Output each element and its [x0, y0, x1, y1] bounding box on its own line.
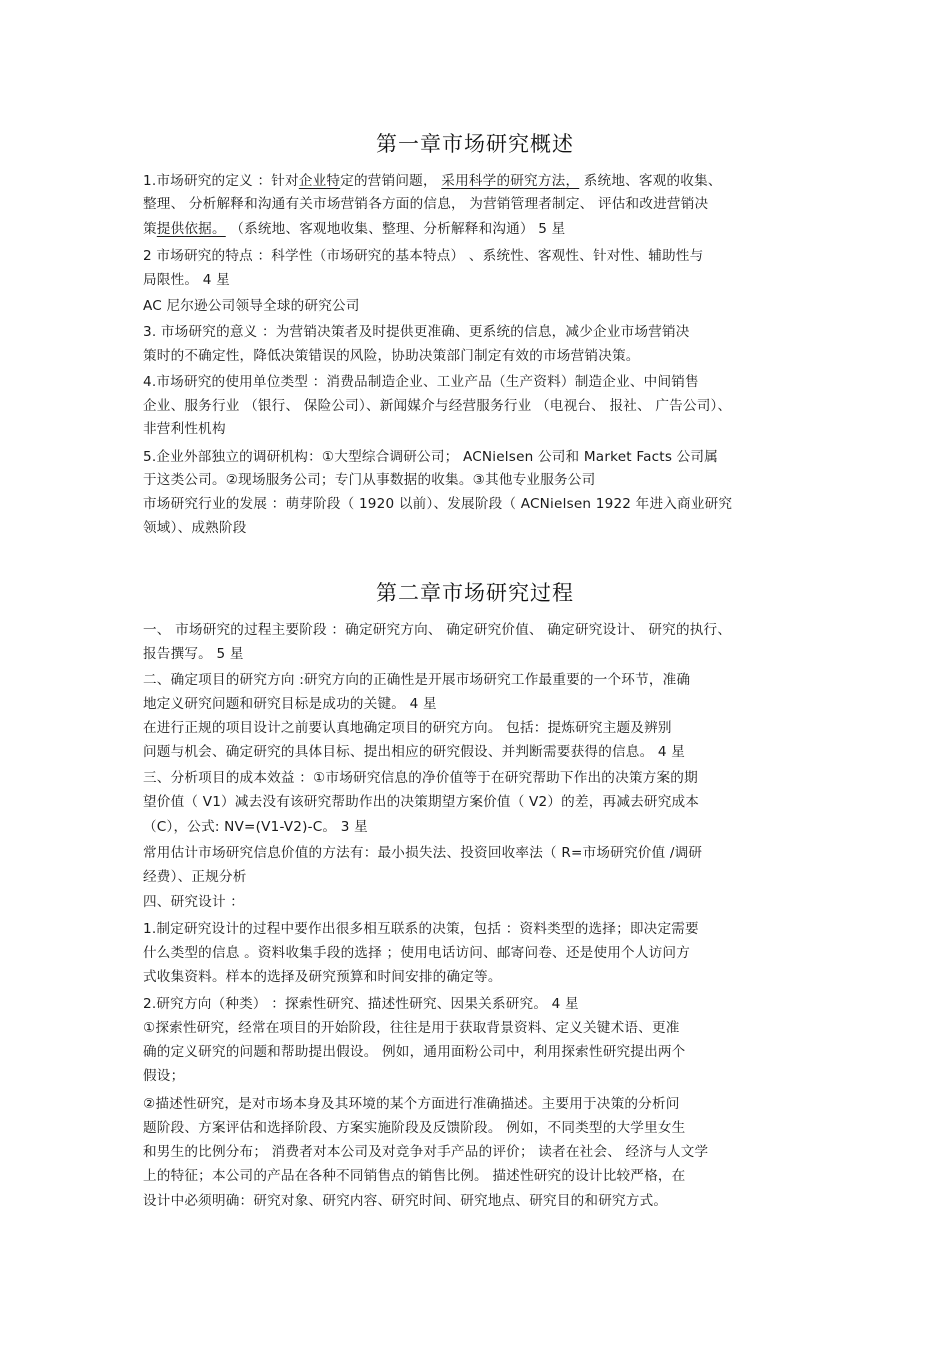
line-text: 于这类公司。②现场服务公司；专门从事数据的收集。③其他专业服务公司	[143, 472, 596, 488]
line-text: 三、分析项目的成本效益 ：①市场研究信息的净价值等于在研究帮助下作出的决策方案的期	[143, 770, 698, 786]
chapter1-line	[143, 372, 699, 392]
chapter2-line	[143, 1042, 685, 1062]
line-text: 设计中必须明确：研究对象、研究内容、研究时间、研究地点、研究目的和研究方式。	[143, 1193, 668, 1209]
line-text: 2 市场研究的特点 ：科学性（市场研究的基本特点） 、系统性、客观性、针对性、辅助性与	[143, 248, 704, 264]
line-text: 一、 市场研究的过程主要阶段 ：确定研究方向、 确定研究价值、 确定研究设计、 研究的执行、	[143, 622, 732, 638]
chapter2-line	[143, 1094, 680, 1114]
line-text: 5.企业外部独立的调研机构：①大型综合调研公司； ACNielsen 公司和 Market Facts 公司属	[143, 449, 719, 465]
chapter2-line	[143, 644, 244, 664]
line-text: 1.市场研究的定义 ：针对	[143, 173, 299, 189]
chapter2-line	[143, 843, 702, 863]
line-text: 假设；	[143, 1068, 185, 1084]
line-text: 非营利性机构	[143, 421, 226, 437]
line-text: AC 尼尔逊公司领导全球的研究公司	[143, 298, 360, 314]
chapter2-title: 第二章市场研究过程	[376, 581, 574, 605]
chapter2-line	[143, 967, 502, 987]
line-text: 系统地、客观的收集、	[579, 173, 722, 189]
underlined-text: 提供依据。	[156, 221, 226, 237]
chapter2-line	[143, 867, 247, 887]
line-text: 式收集资料。样本的选择及研究预算和时间安排的确定等。	[143, 969, 502, 985]
line-text: 什么类型的信息 。资料收集手段的选择 ；使用电话访问、邮寄问卷、还是使用个人访问方	[143, 945, 690, 961]
line-text: 局限性。 4 星	[143, 272, 230, 288]
line-text: 在进行正规的项目设计之前要认真地确定项目的研究方向。 包括：提炼研究主题及辨别	[143, 720, 672, 736]
chapter1-line	[143, 270, 230, 290]
line-text: 地定义研究问题和研究目标是成功的关键。 4 星	[143, 696, 437, 712]
line-text: 问题与机会、确定研究的具体目标、提出相应的研究假设、并判断需要获得的信息。 4 星	[143, 744, 686, 760]
line-text: （系统地、客观地收集、整理、分析解释和沟通） 5 星	[225, 221, 566, 237]
line-text: 二、确定项目的研究方向 :研究方向的正确性是开展市场研究工作最重要的一个环节，准确	[143, 672, 691, 688]
line-text: 策	[143, 221, 157, 237]
line-text: 定的营销问题，	[340, 173, 442, 189]
line-text: 报告撰写。 5 星	[143, 646, 244, 662]
chapter2-line	[143, 1142, 708, 1162]
line-text: 整理、 分析解释和沟通有关市场营销各方面的信息， 为营销管理者制定、 评估和改进营销决	[143, 196, 709, 212]
line-text: 四、研究设计 ：	[143, 894, 245, 910]
chapter1-line	[143, 322, 690, 342]
chapter2-line	[143, 1066, 184, 1086]
chapter2-line	[143, 718, 672, 738]
chapter2-line	[143, 817, 368, 837]
line-text: 上的特征；本公司的产品在各种不同销售点的销售比例。 描述性研究的设计比较严格，在	[143, 1168, 686, 1184]
chapter2-line	[143, 994, 579, 1014]
line-text: ①探索性研究，经常在项目的开始阶段，往往是用于获取背景资料、定义关键术语、更准	[143, 1020, 680, 1036]
chapter2-line	[143, 694, 437, 714]
chapter2-line	[143, 1118, 685, 1138]
line-text: 1.制定研究设计的过程中要作出很多相互联系的决策，包括 ：资料类型的选择；即决定需要	[143, 921, 699, 937]
chapter2-line	[143, 1191, 667, 1211]
line-text: 3. 市场研究的意义 ：为营销决策者及时提供更准确、更系统的信息，减少企业市场营销决	[143, 324, 690, 340]
chapter1-line	[143, 470, 595, 490]
line-text: 题阶段、方案评估和选择阶段、方案实施阶段及反馈阶段。 例如，不同类型的大学里女生	[143, 1120, 686, 1136]
chapter2-line	[143, 768, 698, 788]
chapter1-line	[143, 246, 703, 266]
chapter1-line	[143, 296, 360, 316]
line-text: 经费）、正规分析	[143, 869, 247, 885]
line-text: （C），公式: NV=(V1-V2)-C。 3 星	[143, 819, 368, 835]
line-text: 4.市场研究的使用单位类型 ：消费品制造企业、工业产品（生产资料）制造企业、中间销售	[143, 374, 699, 390]
line-text: 常用估计市场研究信息价值的方法有：最小损失法、投资回收率法（ R=市场研究价值 /调研	[143, 845, 703, 861]
line-text: 市场研究行业的发展 ：萌芽阶段（ 1920 以前）、发展阶段（ ACNielsen 1922 年进入商业研究	[143, 496, 733, 512]
chapter2-line	[143, 1018, 680, 1038]
chapter1-line	[143, 419, 226, 439]
underlined-text: 企业特	[298, 173, 341, 189]
chapter2-line	[143, 919, 699, 939]
line-text: 策时的不确定性，降低决策错误的风险，协助决策部门制定有效的市场营销决策。	[143, 348, 640, 364]
chapter2-line	[143, 792, 699, 812]
line-text: 确的定义研究的问题和帮助提出假设。 例如，通用面粉公司中，利用探索性研究提出两个	[143, 1044, 686, 1060]
line-text: ②描述性研究，是对市场本身及其环境的某个方面进行准确描述。主要用于决策的分析问	[143, 1096, 680, 1112]
line-text: 2.研究方向（种类） ：探索性研究、描述性研究、因果关系研究。 4 星	[143, 996, 579, 1012]
line-text: 和男生的比例分布； 消费者对本公司及对竞争对手产品的评价； 读者在社会、 经济与人文学	[143, 1144, 709, 1160]
chapter1-line	[143, 396, 731, 416]
chapter1-line	[143, 447, 718, 467]
chapter2-line	[143, 620, 731, 640]
chapter2-line	[143, 1166, 685, 1186]
chapter1-line	[143, 219, 565, 239]
chapter2-line	[143, 742, 685, 762]
chapter1-line	[143, 346, 640, 366]
chapter1-line	[143, 194, 708, 214]
line-text: 望价值（ V1）减去没有该研究帮助作出的决策期望方案价值（ V2）的差，再减去研究成本	[143, 794, 700, 810]
chapter1-line	[143, 518, 247, 538]
chapter1-line	[143, 171, 722, 191]
chapter2-line	[143, 670, 690, 690]
chapter1-title: 第一章市场研究概述	[376, 132, 574, 156]
underlined-text: 采用科学的研究方法，	[441, 173, 580, 189]
chapter2-line	[143, 943, 690, 963]
chapter1-line	[143, 494, 732, 514]
line-text: 企业、服务行业 （银行、 保险公司）、新闻媒介与经营服务行业 （电视台、 报社、 广告公司）、	[143, 398, 732, 414]
line-text: 领域）、成熟阶段	[143, 520, 247, 536]
chapter2-line	[143, 892, 244, 912]
